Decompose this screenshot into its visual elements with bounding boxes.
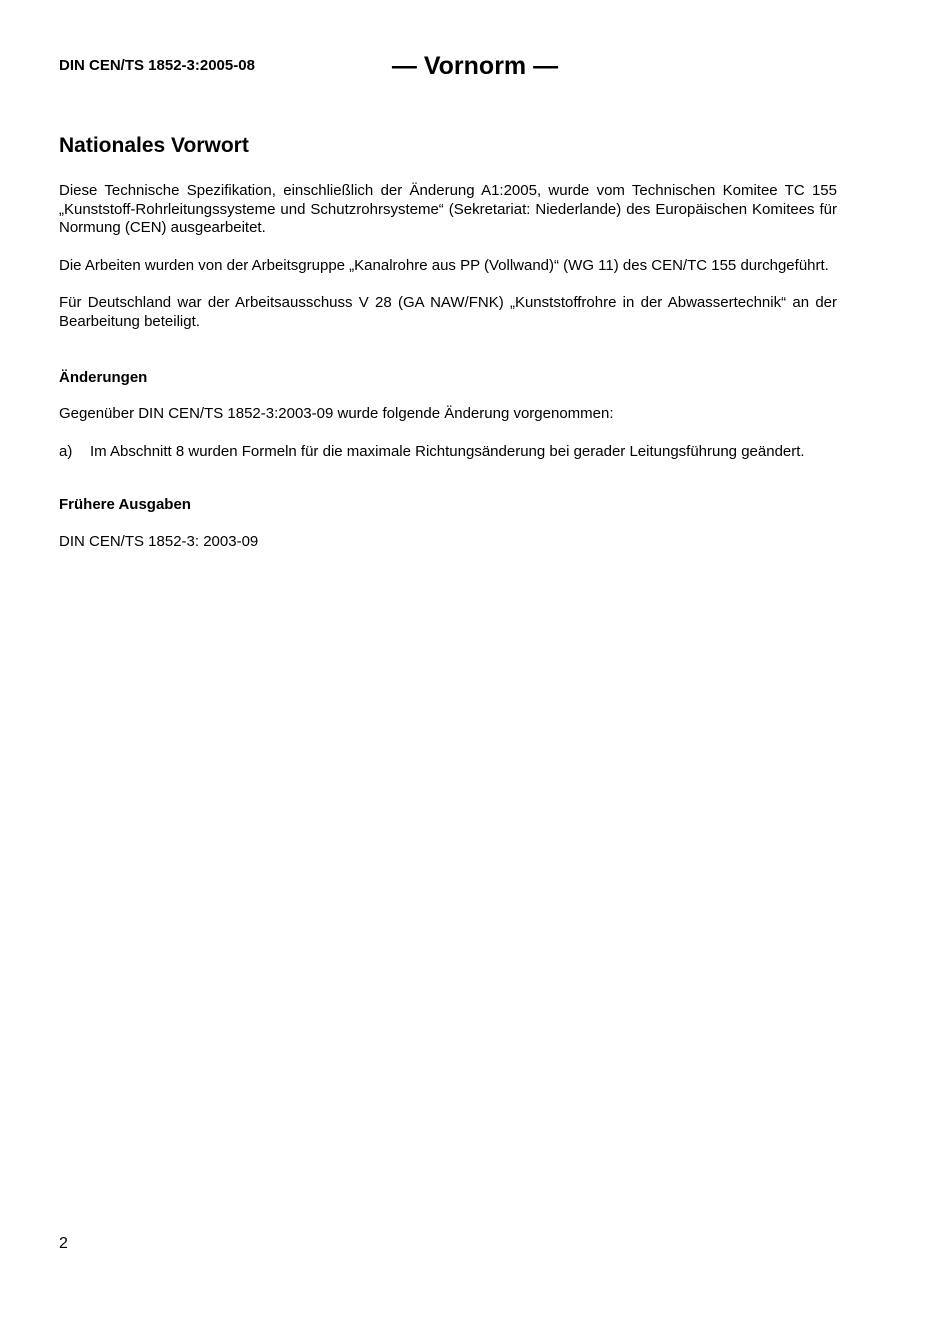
section-heading-changes: Änderungen: [59, 368, 148, 386]
list-item: [59, 443, 837, 462]
document-status: — Vornorm —: [391, 52, 559, 80]
page-content: [59, 132, 837, 571]
previous-edition-entry: DIN CEN/TS 1852-3: 2003-09: [59, 532, 259, 550]
section-heading-previous-editions: Frühere Ausgaben: [59, 496, 191, 514]
foreword-paragraph: Die Arbeiten wurden von der Arbeitsgruppe „Kanalrohre aus PP (Vollwand)“ (WG 11) des CEN/TC 155 durchgeführt.: [59, 256, 829, 274]
foreword-paragraph: Für Deutschland war der Arbeitsausschuss V 28 (GA NAW/FNK) „Kunststoffrohre in der Abwassertechnik“ an der Bearbeitung beteiligt.: [59, 294, 837, 330]
list-marker: a): [59, 442, 73, 460]
changes-intro: Gegenüber DIN CEN/TS 1852-3:2003-09 wurde folgende Änderung vorgenommen:: [59, 405, 614, 423]
list-item-text: Im Abschnitt 8 wurden Formeln für die maximale Richtungsänderung bei gerader Leitungsführung geändert.: [90, 442, 805, 460]
foreword-paragraph: Diese Technische Spezifikation, einschließlich der Änderung A1:2005, wurde vom Technischen Komitee TC 155 „Kunststoff-Rohrleitungssysteme und Schutzrohrsysteme“ (Sekretariat: Niederlande) des Europäischen Komitees für Normung (CEN) ausgearbeitet.: [59, 182, 837, 237]
section-title-national-foreword: Nationales Vorwort: [59, 134, 249, 157]
document-id: DIN CEN/TS 1852-3:2005-08: [59, 57, 255, 74]
page-number: 2: [59, 1235, 68, 1252]
